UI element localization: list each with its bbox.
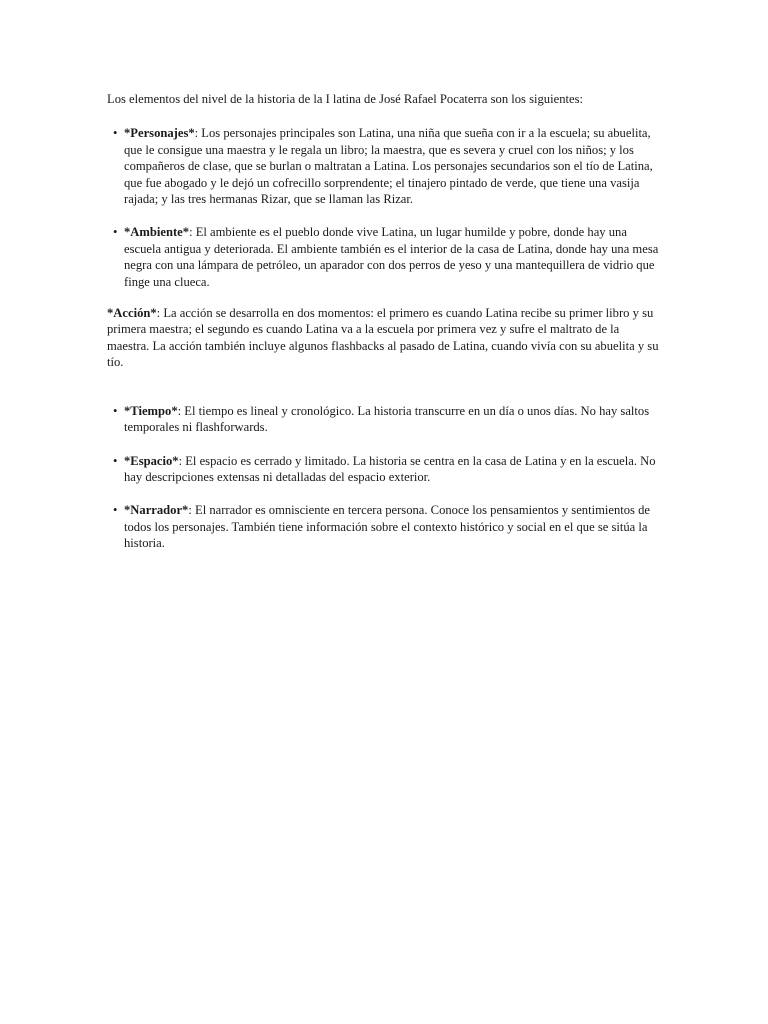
elements-list-1 <box>107 125 662 290</box>
list-item-narrador <box>113 502 662 551</box>
list-item-espacio <box>113 453 662 486</box>
bullet-icon: • <box>113 503 118 518</box>
elements-list-2 <box>107 403 662 552</box>
list-item-tiempo <box>113 403 662 436</box>
item-text: : El tiempo es lineal y cronológico. La historia transcurre en un día o unos días. No hay saltos temporales ni flashforwards. <box>124 403 650 435</box>
item-text: : Los personajes principales son Latina, una niña que sueña con ir a la escuela; su abuelita, que le consigue una maestra y le regala un libro; la maestra, que es severa y cruel con los niños; y los compañeros de clase, que se burlan o maltratan a Latina. Los personajes secundarios son el tío de Latina, que fue abogado y le dejó un cofrecillo sorprendente; el tinajero pintado de verde, que tiene una vasija rajada; y las tres hermanas Rizar, que se llaman las Rizar. <box>124 126 653 207</box>
term-label: *Ambiente* <box>124 225 190 240</box>
term-label: *Espacio* <box>124 453 179 468</box>
item-text: : La acción se desarrolla en dos momentos: el primero es cuando Latina recibe su primer libro y su primera maestra; el segundo es cuando Latina va a la escuela por primera vez y sufre el maltrato de la maestra. La acción también incluye algunos flashbacks al pasado de Latina, cuando vivía con su abuelita y su tío. <box>107 306 659 370</box>
document-page <box>107 91 662 569</box>
bullet-icon: • <box>113 403 118 418</box>
intro-paragraph: Los elementos del nivel de la historia de la I latina de José Rafael Pocaterra son los siguientes: <box>107 92 583 106</box>
bullet-icon: • <box>113 126 118 141</box>
item-text: : El ambiente es el pueblo donde vive Latina, un lugar humilde y pobre, donde hay una escuela antigua y deteriorada. El ambiente también es el interior de la casa de Latina, donde hay una mesa negra con una lámpara de petróleo, un aparador con dos perros de yeso y una mantequillera de vidrio que finge una clueca. <box>124 225 659 289</box>
term-label: *Narrador* <box>124 503 189 518</box>
item-text: : El espacio es cerrado y limitado. La historia se centra en la casa de Latina y en la escuela. No hay descripciones extensas ni detalladas del espacio exterior. <box>124 453 656 484</box>
term-label: *Acción* <box>107 306 157 321</box>
term-label: *Personajes* <box>124 126 195 141</box>
bullet-icon: • <box>113 453 118 468</box>
list-item-personajes <box>113 125 662 207</box>
accion-paragraph <box>107 305 662 371</box>
bullet-icon: • <box>113 225 118 240</box>
list-item-ambiente <box>113 224 662 290</box>
item-text: : El narrador es omnisciente en tercera persona. Conoce los pensamientos y sentimientos de todos los personajes. También tiene información sobre el contexto histórico y social en el que se sitúa la historia. <box>124 503 650 551</box>
term-label: *Tiempo* <box>124 403 178 418</box>
